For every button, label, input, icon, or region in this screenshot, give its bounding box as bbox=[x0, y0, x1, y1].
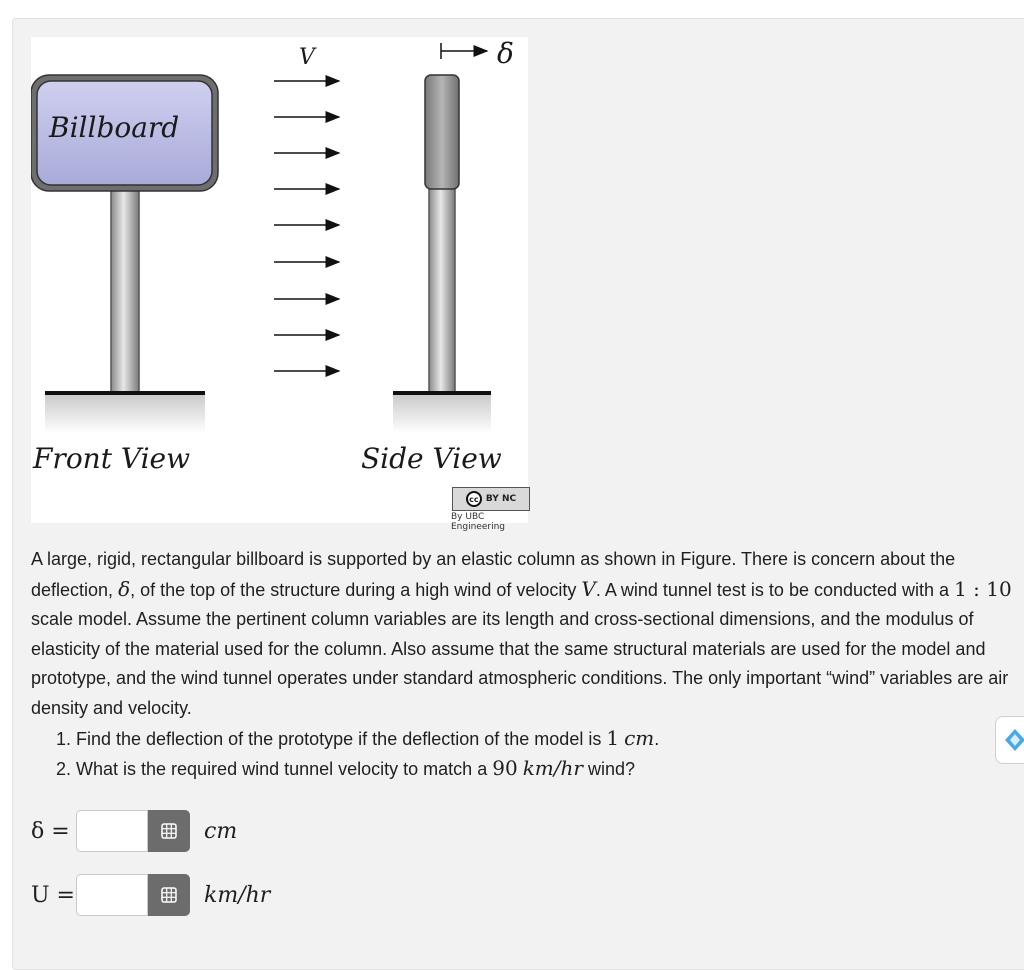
billboard-figure bbox=[31, 37, 528, 532]
math-unit-cm: cm bbox=[624, 725, 655, 750]
side-column bbox=[429, 187, 455, 393]
problem-text-3: . A wind tunnel test is to be conducted with a bbox=[595, 579, 955, 600]
front-column bbox=[111, 187, 139, 393]
velocity-answer-input[interactable] bbox=[76, 874, 148, 916]
figure-credit: By UBC Engineering bbox=[451, 512, 505, 532]
side-billboard bbox=[425, 75, 459, 189]
answer-unit: cm bbox=[204, 818, 238, 844]
math-model-deflection: 1 bbox=[606, 725, 620, 750]
keypad-icon bbox=[161, 887, 177, 903]
side-ground bbox=[393, 393, 491, 433]
keypad-icon bbox=[161, 823, 177, 839]
question-2-text: What is the required wind tunnel velocity to match a bbox=[76, 759, 493, 780]
assistant-button[interactable] bbox=[995, 716, 1024, 764]
keypad-button[interactable] bbox=[148, 874, 190, 916]
front-view-label: Front View bbox=[33, 442, 191, 475]
velocity-label: V bbox=[299, 45, 315, 70]
math-velocity: V bbox=[581, 576, 596, 601]
cc-icon: cc bbox=[466, 491, 482, 507]
answer-variable: U = bbox=[31, 882, 75, 908]
problem-text-1: A large, rigid, rectangular billboard is supported by an elastic column as shown in Figure. There is concern about the deflection, bbox=[31, 549, 956, 600]
math-wind-speed: 90 bbox=[492, 756, 518, 781]
question-1-end: . bbox=[654, 728, 660, 749]
wind-arrows bbox=[274, 81, 339, 371]
answer-row-deflection bbox=[31, 810, 237, 852]
answer-unit: km/hr bbox=[204, 882, 271, 908]
problem-statement bbox=[31, 545, 1021, 785]
math-unit-kmhr: km/hr bbox=[522, 756, 583, 781]
license-text: BY NC bbox=[485, 494, 517, 504]
side-view-label: Side View bbox=[361, 442, 502, 475]
question-list bbox=[31, 724, 1021, 785]
answer-row-velocity bbox=[31, 874, 270, 916]
math-scale: 1 : 10 bbox=[954, 576, 1012, 601]
keypad-button[interactable] bbox=[148, 810, 190, 852]
math-delta: δ bbox=[118, 576, 131, 601]
problem-paragraph bbox=[31, 545, 1021, 724]
question-2 bbox=[76, 754, 1021, 785]
question-1 bbox=[76, 724, 1021, 755]
billboard-label: Billboard bbox=[49, 111, 180, 144]
assistant-icon bbox=[1004, 728, 1024, 752]
question-2-end: wind? bbox=[582, 759, 635, 780]
problem-text-4: scale model. Assume the pertinent column variables are its length and cross-sectional dimensions, and the modulus of elasticity of the material used for the column. Also assume that the same structural materials are used for the model and prototype, and the wind tunnel operates under standard atmospheric conditions. The only important “wind” variables are air density and velocity. bbox=[31, 609, 1009, 718]
answer-variable: δ = bbox=[31, 818, 70, 844]
question-1-text: Find the deflection of the prototype if the deflection of the model is bbox=[76, 728, 607, 749]
side-view bbox=[393, 43, 491, 433]
deflection-label: δ bbox=[497, 37, 514, 70]
problem-text-2: , of the top of the structure during a high wind of velocity bbox=[130, 579, 582, 600]
deflection-answer-input[interactable] bbox=[76, 810, 148, 852]
license-badge bbox=[452, 487, 530, 511]
front-ground bbox=[45, 393, 205, 433]
